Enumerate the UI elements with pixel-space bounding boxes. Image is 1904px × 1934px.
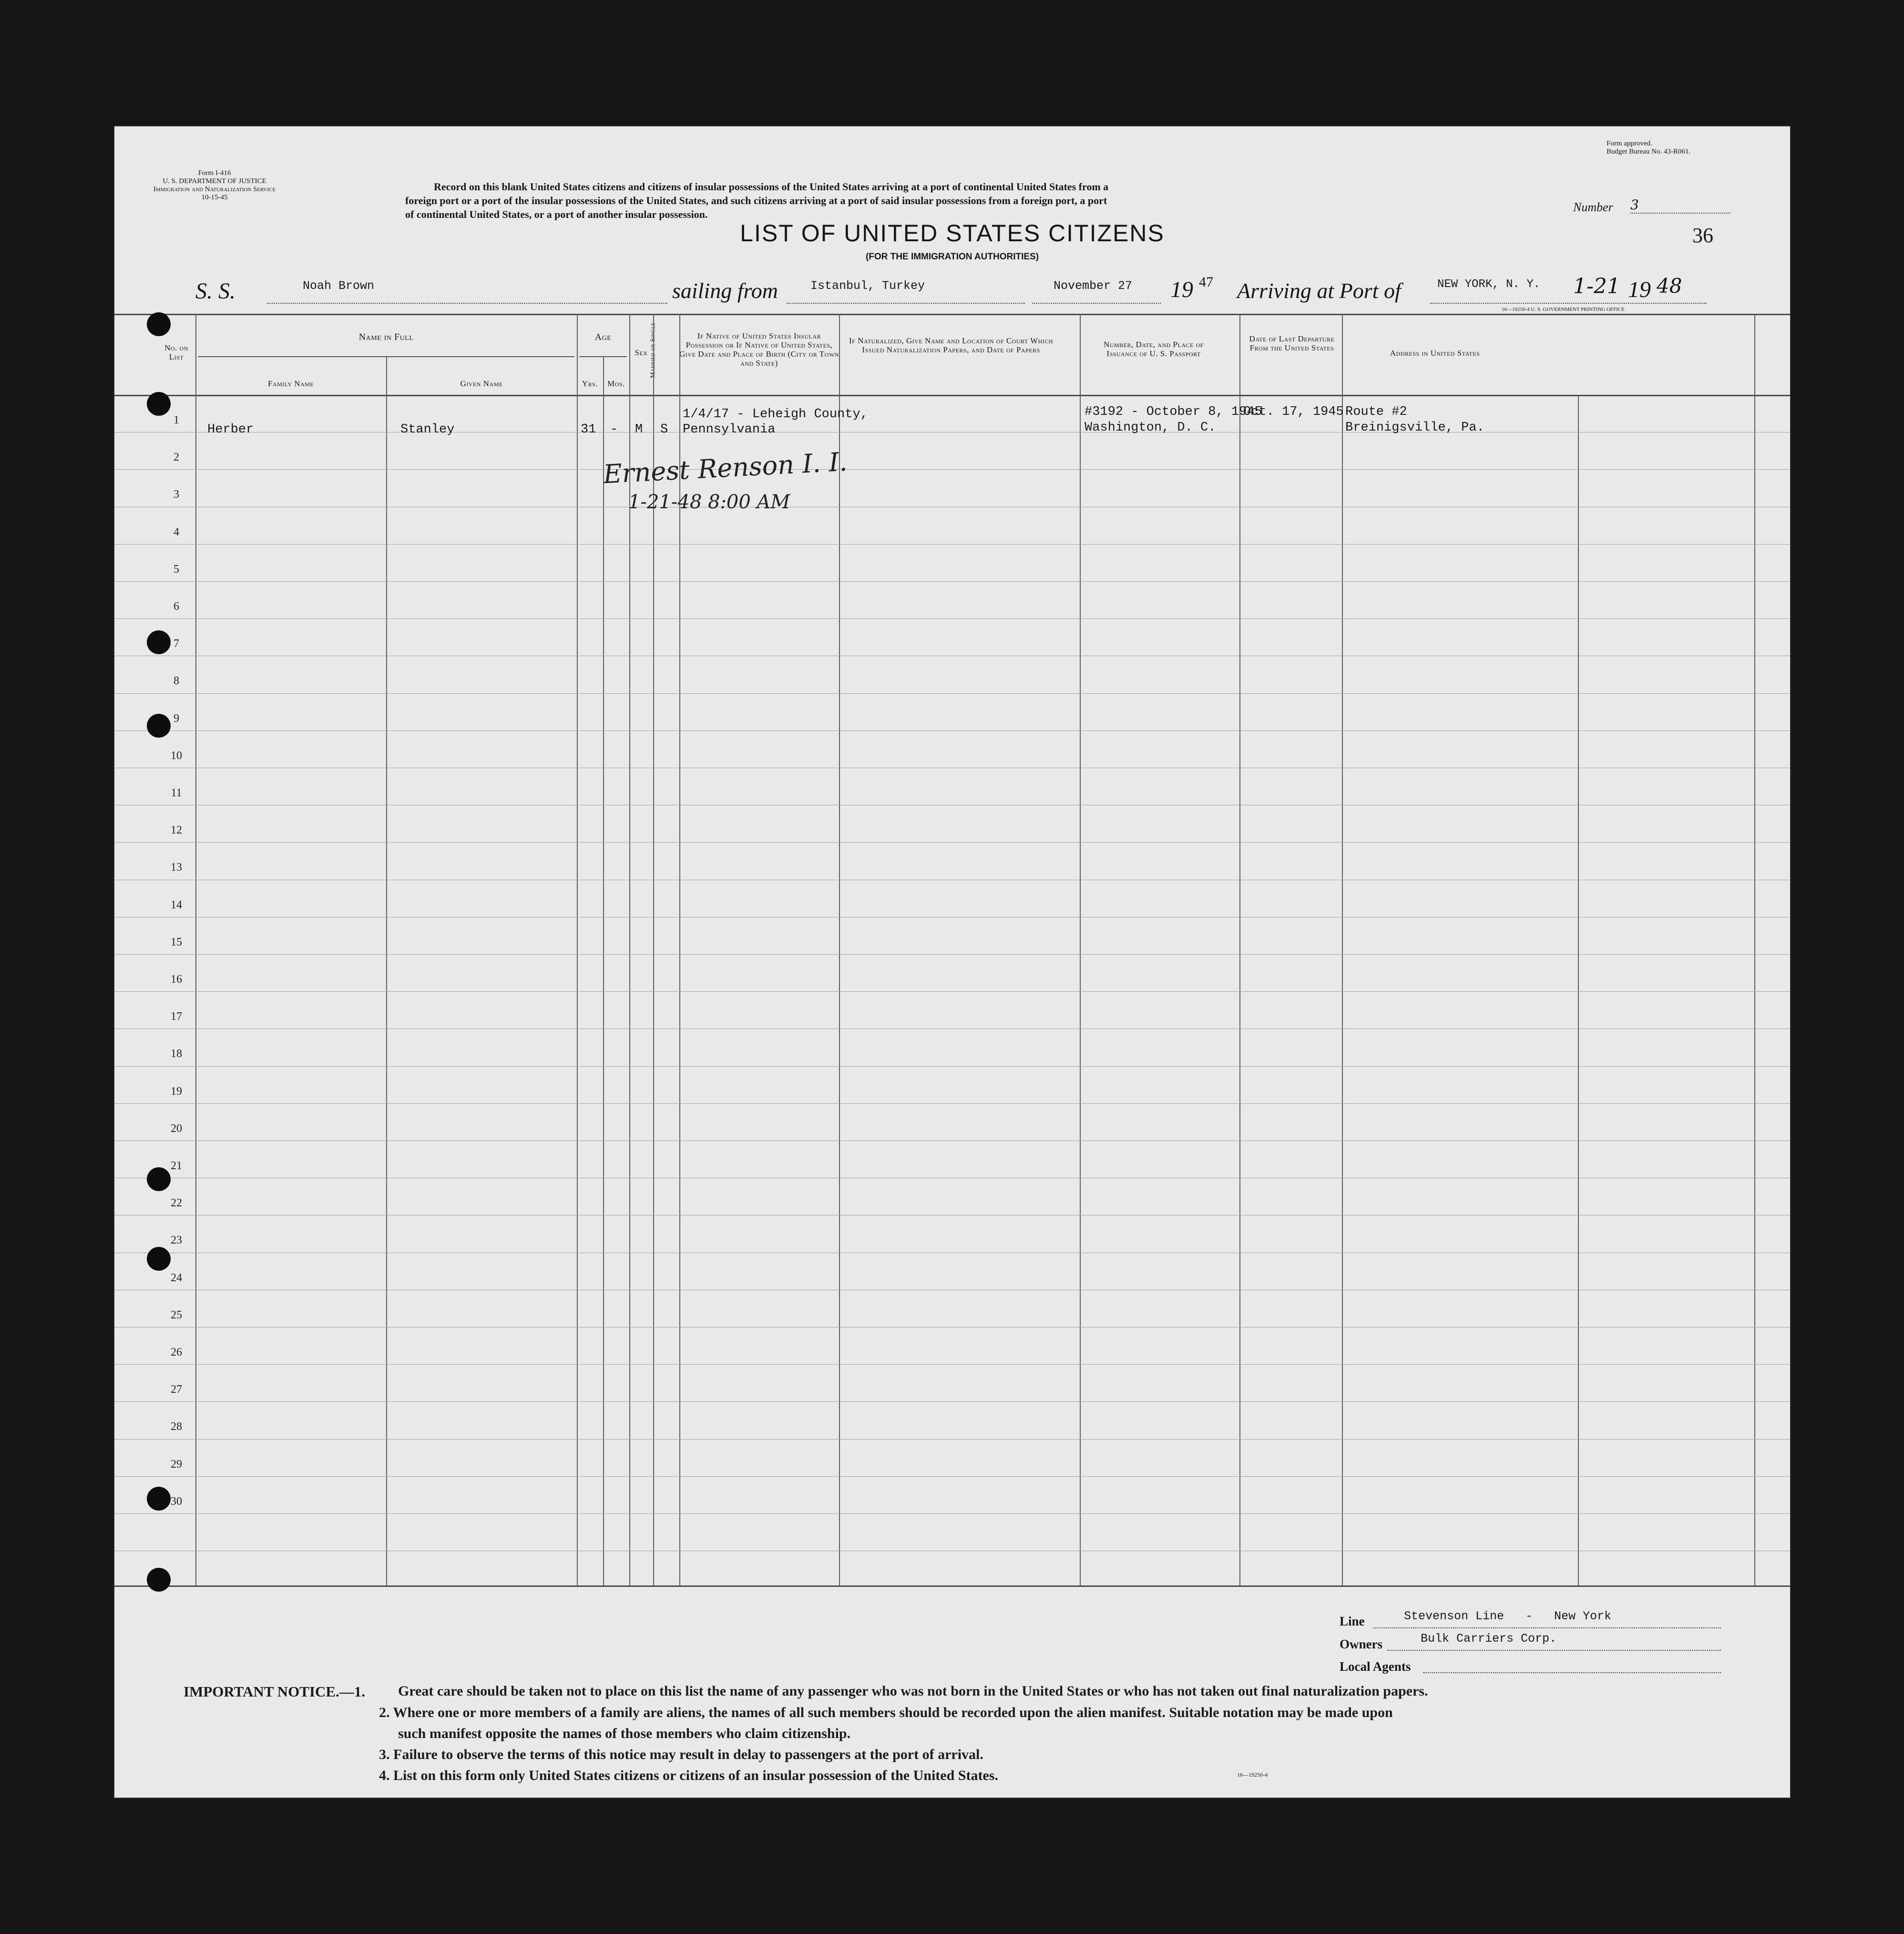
table-top-rule	[114, 314, 1790, 315]
header-naturalized: If Naturalized, Give Name and Location of Court Which Issued Naturalization Papers, and Date of Papers	[849, 336, 1053, 354]
row-number: 12	[171, 824, 182, 836]
header-passport: Number, Date, and Place of Issuance of U. S. Passport	[1104, 340, 1204, 358]
row-number: 11	[171, 787, 182, 799]
notice-3: 3. Failure to observe the terms of this notice may result in delay to passengers at the port of arrival.	[379, 1747, 983, 1762]
form-date: 10-15-45	[201, 194, 228, 201]
row-line	[114, 730, 1790, 731]
sail-year-prefix: 19	[1170, 277, 1193, 302]
notice-title: IMPORTANT NOTICE.—1.	[184, 1683, 365, 1700]
binder-hole	[147, 1247, 171, 1271]
inspector-signature: Ernest Renson I. I.	[602, 446, 848, 490]
approval-block	[1607, 140, 1750, 156]
col-sep-12	[1578, 395, 1579, 1585]
inspection-datetime: 1-21-48 8:00 AM	[628, 491, 790, 513]
row-number: 15	[171, 936, 182, 948]
instructions	[405, 180, 1602, 221]
row-number: 14	[171, 899, 182, 911]
binder-hole	[147, 630, 171, 654]
owners-value: Bulk Carriers Corp.	[1421, 1632, 1557, 1646]
row-line	[114, 1513, 1790, 1514]
row-number: 29	[171, 1458, 182, 1471]
table-bottom-rule	[114, 1585, 1790, 1587]
footer-code: 16—19250-4	[1237, 1771, 1268, 1778]
col-sep-1	[195, 314, 196, 1585]
row-number: 5	[174, 563, 179, 576]
header-yrs: Yrs.	[582, 379, 598, 388]
sail-year: 47	[1199, 274, 1213, 290]
col-sep-9	[1080, 314, 1081, 1585]
row-number: 25	[171, 1309, 182, 1321]
sex-cell: M	[635, 422, 643, 437]
header-age: Age	[594, 332, 612, 342]
row-number: 4	[174, 526, 179, 538]
row-number: 10	[171, 750, 182, 762]
notice-1: Great care should be taken not to place on this list the name of any passenger who was not born in the United States or who has not taken out final naturalization papers.	[398, 1683, 1428, 1699]
row-number: 19	[171, 1085, 182, 1098]
row-line	[114, 618, 1790, 619]
agents-label: Local Agents	[1340, 1659, 1411, 1674]
arrival-year: 48	[1657, 274, 1682, 298]
row-line	[114, 693, 1790, 694]
arrival-date: 1-21	[1573, 274, 1620, 298]
col-sep-10	[1239, 314, 1240, 1585]
manifest-sheet	[114, 126, 1790, 1798]
row-number: 13	[171, 861, 182, 874]
binder-hole	[147, 1487, 171, 1511]
instructions-line-3: of continental United States, or a port of another insular possession.	[405, 208, 708, 220]
binder-hole	[147, 714, 171, 738]
col-sep-8	[839, 314, 840, 1585]
line-value: Stevenson Line - New York	[1404, 1609, 1612, 1623]
birth-line-1: 1/4/17 - Leheigh County,	[683, 407, 868, 422]
page-subtitle: (FOR THE IMMIGRATION AUTHORITIES)	[865, 252, 1039, 262]
row-line	[114, 469, 1790, 470]
row-number: 27	[171, 1383, 182, 1396]
notice-4: 4. List on this form only United States citizens or citizens of an insular possession of the United States.	[379, 1768, 998, 1783]
row-number: 28	[171, 1420, 182, 1433]
binder-hole	[147, 1167, 171, 1191]
notice-2a: 2. Where one or more members of a family are aliens, the names of all such members should be recorded upon the alien manifest. Suitable notation may be made upon	[379, 1705, 1393, 1720]
row-line	[114, 544, 1790, 545]
given-name-cell: Stanley	[400, 422, 455, 437]
sail-date: November 27	[1054, 279, 1133, 293]
row-number: 30	[171, 1495, 182, 1508]
row-number: 7	[174, 638, 179, 650]
instructions-line-2: foreign port or a port of the insular possessions of the United States, and such citizens arriving at a port of said insular possessions from a foreign port, a port	[405, 195, 1107, 206]
row-number: 6	[174, 600, 179, 613]
row-number: 20	[171, 1122, 182, 1135]
col-sep-3	[577, 314, 578, 1585]
binder-hole	[147, 1568, 171, 1592]
age-months-cell: -	[610, 422, 618, 437]
header-married-single: Married or Single	[649, 322, 657, 378]
page-number: 36	[1692, 224, 1713, 247]
header-native: If Native of United States Insular Possession or If Native of United States, Give Date and Place of Birth (City or Town and State)	[679, 331, 839, 368]
header-given-name: Given Name	[460, 379, 503, 388]
row-number: 22	[171, 1197, 182, 1209]
row-number: 21	[171, 1160, 182, 1172]
row-line	[114, 581, 1790, 582]
number-label: Number	[1573, 200, 1613, 214]
row-number: 24	[171, 1272, 182, 1284]
header-no-on-list: No. on List	[164, 343, 188, 361]
header-name-in-full: Name in Full	[358, 332, 414, 342]
address-line-2: Breinigsville, Pa.	[1345, 421, 1484, 435]
row-line	[114, 1364, 1790, 1365]
arrival-year-prefix: 19	[1628, 277, 1651, 302]
row-number: 1	[174, 414, 179, 426]
printing-note: 16—19250-4 U. S. GOVERNMENT PRINTING OFFICE	[1502, 307, 1625, 312]
row-line	[114, 1439, 1790, 1440]
approval-line-2: Budget Bureau No. 43-R061.	[1607, 148, 1691, 155]
agents-underline	[1423, 1658, 1721, 1673]
passport-line-1: #3192 - October 8, 1945	[1085, 405, 1262, 419]
header-address: Address in United States	[1390, 349, 1480, 358]
sailing-label: sailing from	[672, 278, 778, 303]
arriving-label: Arriving at Port of	[1237, 278, 1401, 303]
row-number: 16	[171, 973, 182, 986]
arrival-port: NEW YORK, N. Y.	[1437, 278, 1541, 291]
ship-name: Noah Brown	[303, 279, 375, 293]
col-sep-11	[1342, 314, 1343, 1585]
family-name-cell: Herber	[207, 422, 254, 437]
row-line	[114, 954, 1790, 955]
owners-label: Owners	[1340, 1637, 1382, 1651]
header-bottom-rule	[114, 395, 1790, 396]
row-number: 2	[174, 451, 179, 463]
binder-hole	[147, 312, 171, 336]
from-port: Istanbul, Turkey	[810, 279, 925, 293]
row-line	[114, 1476, 1790, 1477]
instructions-line-1: Record on this blank United States citizens and citizens of insular possessions of the United States arriving at a port of continental United States from a	[434, 181, 1109, 193]
last-departure-cell: Oct. 17, 1945	[1243, 405, 1344, 419]
header-sex: Sex	[635, 348, 648, 357]
row-line	[114, 1066, 1790, 1067]
address-line-1: Route #2	[1345, 405, 1407, 419]
page-title: LIST OF UNITED STATES CITIZENS	[740, 220, 1165, 247]
age-years-cell: 31	[581, 422, 596, 437]
notice-2b: such manifest opposite the names of those members who claim citizenship.	[398, 1726, 851, 1741]
row-number: 3	[174, 488, 179, 501]
form-id-block	[143, 169, 286, 202]
row-number: 8	[174, 675, 179, 687]
header-family-name: Family Name	[267, 379, 314, 388]
header-departure: Date of Last Departure From the United States	[1249, 334, 1335, 352]
row-number: 26	[171, 1346, 182, 1358]
row-number: 18	[171, 1048, 182, 1060]
col-sep-13	[1754, 314, 1755, 1585]
row-line	[114, 1401, 1790, 1402]
ss-label: S. S.	[195, 278, 235, 304]
department: U. S. DEPARTMENT OF JUSTICE	[163, 177, 266, 185]
approval-line-1: Form approved.	[1607, 140, 1652, 147]
header-mos: Mos.	[607, 379, 625, 388]
row-number: 23	[171, 1234, 182, 1246]
row-line	[114, 991, 1790, 992]
row-number: 9	[174, 712, 179, 725]
row-number: 17	[171, 1010, 182, 1023]
marital-cell: S	[660, 422, 668, 437]
line-label: Line	[1340, 1614, 1365, 1628]
service: Immigration and Naturalization Service	[153, 185, 276, 193]
birth-line-2: Pennsylvania	[683, 422, 776, 437]
passport-line-2: Washington, D. C.	[1085, 421, 1216, 435]
row-line	[114, 842, 1790, 843]
binder-hole	[147, 392, 171, 416]
number-value: 3	[1630, 197, 1730, 214]
row-line	[114, 1103, 1790, 1104]
form-id: Form I-416	[198, 169, 231, 177]
